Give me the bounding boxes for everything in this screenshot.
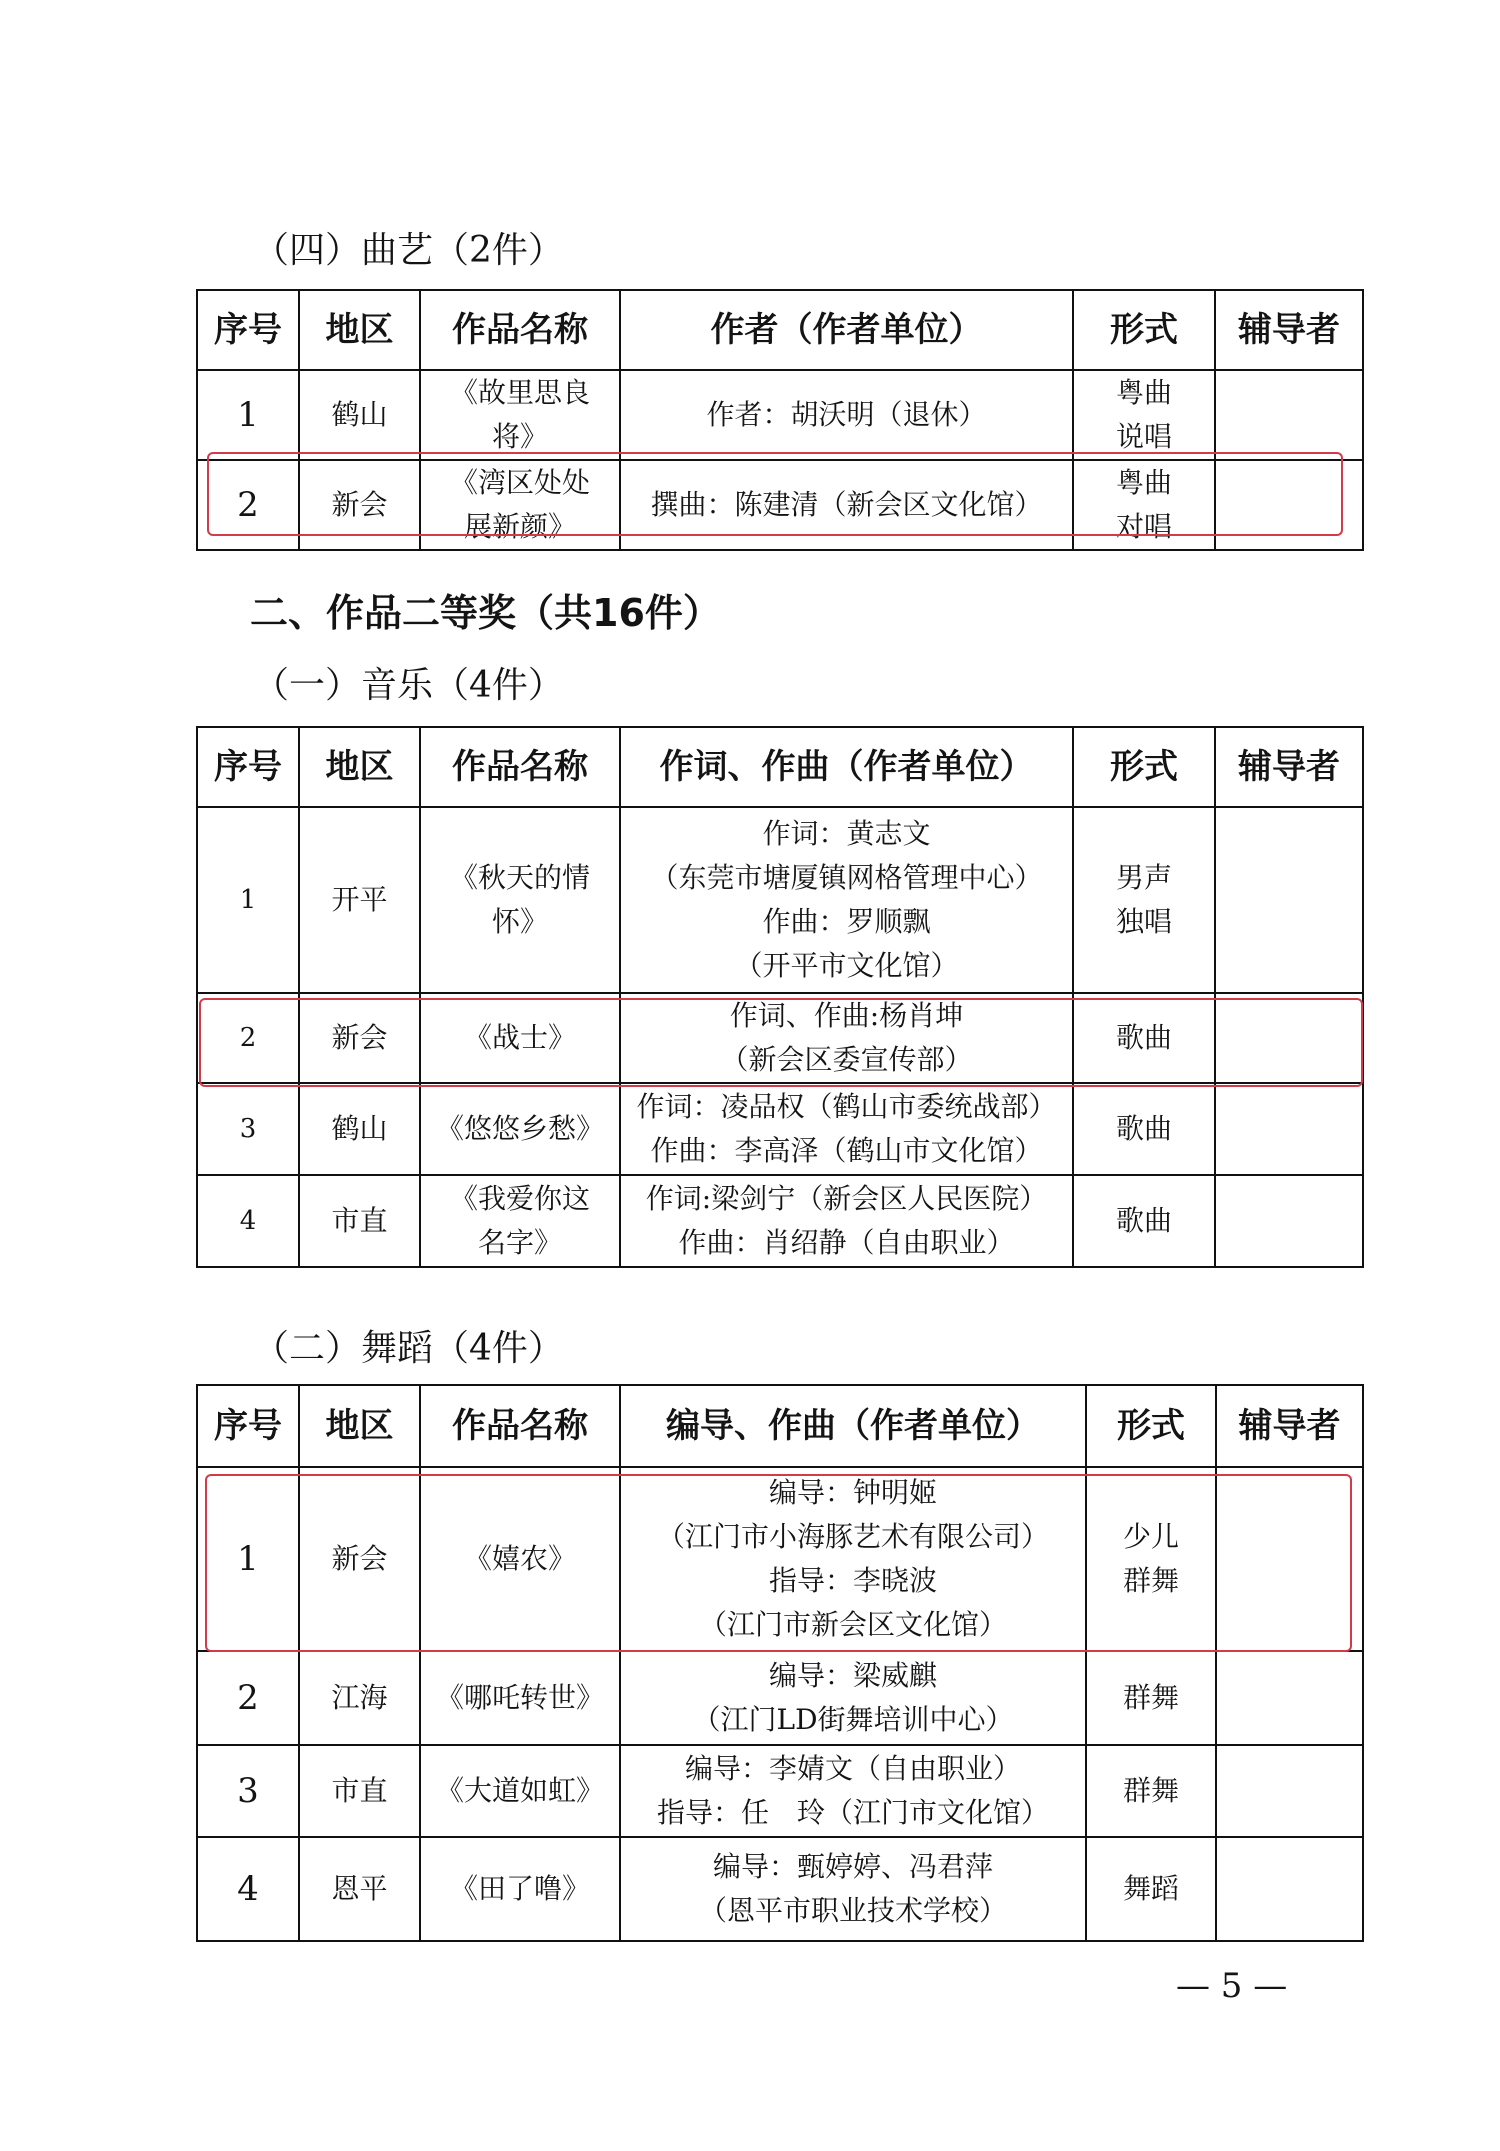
- header-region: 地区: [299, 290, 420, 370]
- author-line: 编导：钟明姬: [768, 1476, 937, 1509]
- header-form: 形式: [1073, 290, 1215, 370]
- cell-seq: 1: [197, 807, 299, 993]
- table-row: [197, 460, 1363, 550]
- cell-seq: 1: [197, 370, 299, 460]
- author-line: 作词、作曲:杨肖坤: [729, 999, 964, 1032]
- cell-form: [1073, 807, 1215, 993]
- cell-tutor: [1215, 1083, 1363, 1175]
- cell-tutor: [1216, 1745, 1363, 1837]
- header-work-name: 作品名称: [420, 290, 620, 370]
- work-name-line: 《田了噜》: [449, 1872, 590, 1905]
- work-name-line: 《湾区处处: [449, 466, 590, 499]
- work-name-line: 《哪吒转世》: [435, 1681, 604, 1714]
- work-name-line: 展新颜》: [463, 510, 576, 543]
- author-line: （江门市小海豚艺术有限公司）: [656, 1520, 1049, 1553]
- cell-form: [1086, 1651, 1216, 1745]
- header-seq: 序号: [197, 290, 299, 370]
- work-name-line: 《故里思良: [449, 376, 590, 409]
- cell-form: [1073, 460, 1215, 550]
- cell-work-name: [420, 370, 620, 460]
- cell-seq: 3: [197, 1083, 299, 1175]
- cell-author: [620, 460, 1073, 550]
- author-line: 编导：甄婷婷、冯君萍: [712, 1850, 993, 1883]
- cell-author: [620, 1837, 1086, 1941]
- cell-tutor: [1215, 993, 1363, 1083]
- work-name-line: 《秋天的情: [449, 861, 590, 894]
- form-line: 歌曲: [1115, 1204, 1172, 1237]
- cell-work-name: [420, 807, 620, 993]
- cell-form: [1073, 1175, 1215, 1267]
- author-line: 作词：凌品权（鹤山市委统战部）: [636, 1090, 1057, 1123]
- work-name-line: 《我爱你这: [449, 1182, 590, 1215]
- work-name-line: 《战士》: [463, 1021, 576, 1054]
- page-number: — 5 —: [1176, 1966, 1288, 2006]
- cell-tutor: [1215, 1175, 1363, 1267]
- author-line: （江门市新会区文化馆）: [698, 1608, 1007, 1641]
- cell-work-name: [420, 1651, 620, 1745]
- cell-work-name: [420, 1745, 620, 1837]
- author-line: 作词：黄志文: [762, 817, 931, 850]
- header-author: 作者（作者单位）: [620, 290, 1073, 370]
- author-line: 作者：胡沃明（退休）: [706, 398, 987, 431]
- author-line: 指导：任 玲（江门市文化馆）: [656, 1796, 1049, 1829]
- form-line: 群舞: [1122, 1564, 1179, 1597]
- cell-work-name: [420, 460, 620, 550]
- author-line: 作曲：肖绍静（自由职业）: [678, 1226, 1015, 1259]
- form-line: 歌曲: [1115, 1021, 1172, 1054]
- cell-region: 鹤山: [299, 370, 420, 460]
- cell-form: [1073, 370, 1215, 460]
- table-row: [197, 1745, 1363, 1837]
- table-row: [197, 1467, 1363, 1651]
- award-title: 二、作品二等奖（共16件）: [250, 591, 721, 635]
- form-line: 粤曲: [1115, 376, 1172, 409]
- table-row: [197, 1651, 1363, 1745]
- cell-author: [620, 1175, 1073, 1267]
- author-line: 作词:梁剑宁（新会区人民医院）: [645, 1182, 1048, 1215]
- cell-tutor: [1215, 370, 1363, 460]
- header-author: 作词、作曲（作者单位）: [620, 727, 1073, 807]
- work-name-line: 名字》: [477, 1226, 562, 1259]
- header-region: 地区: [299, 1385, 420, 1467]
- table-row: [197, 993, 1363, 1083]
- cell-author: [620, 1083, 1073, 1175]
- section-title-music: （一）音乐（4件）: [253, 665, 564, 706]
- cell-form: [1086, 1837, 1216, 1941]
- work-name-line: 《悠悠乡愁》: [435, 1112, 604, 1145]
- cell-seq: 1: [197, 1467, 299, 1651]
- form-line: 独唱: [1115, 905, 1172, 938]
- header-work-name: 作品名称: [420, 727, 620, 807]
- header-work-name: 作品名称: [420, 1385, 620, 1467]
- cell-seq: 2: [197, 1651, 299, 1745]
- header-region: 地区: [299, 727, 420, 807]
- form-line: 群舞: [1122, 1681, 1179, 1714]
- cell-region: 市直: [299, 1175, 420, 1267]
- author-line: 编导：李婧文（自由职业）: [684, 1752, 1021, 1785]
- cell-region: 江海: [299, 1651, 420, 1745]
- cell-author: [620, 1745, 1086, 1837]
- cell-work-name: [420, 1837, 620, 1941]
- cell-form: [1086, 1467, 1216, 1651]
- cell-tutor: [1215, 460, 1363, 550]
- cell-region: 开平: [299, 807, 420, 993]
- header-seq: 序号: [197, 727, 299, 807]
- table-row: [197, 370, 1363, 460]
- work-name-line: 《大道如虹》: [435, 1774, 604, 1807]
- cell-region: 恩平: [299, 1837, 420, 1941]
- header-tutor: 辅导者: [1216, 1385, 1363, 1467]
- header-form: 形式: [1073, 727, 1215, 807]
- cell-author: [620, 1651, 1086, 1745]
- cell-work-name: [420, 1083, 620, 1175]
- header-tutor: 辅导者: [1215, 290, 1363, 370]
- author-line: （开平市文化馆）: [734, 949, 959, 982]
- author-line: （恩平市职业技术学校）: [698, 1894, 1007, 1927]
- table-header-row: [197, 727, 1363, 807]
- cell-region: 新会: [299, 460, 420, 550]
- form-line: 粤曲: [1115, 466, 1172, 499]
- author-line: （新会区委宣传部）: [720, 1043, 973, 1076]
- cell-seq: 2: [197, 993, 299, 1083]
- cell-seq: 2: [197, 460, 299, 550]
- cell-form: [1086, 1745, 1216, 1837]
- table-header-row: [197, 290, 1363, 370]
- cell-seq: 4: [197, 1837, 299, 1941]
- table-quyi: [196, 289, 1364, 551]
- author-line: （东莞市塘厦镇网格管理中心）: [650, 861, 1043, 894]
- form-line: 说唱: [1115, 420, 1172, 453]
- author-line: 编导：梁威麒: [768, 1659, 937, 1692]
- cell-author: [620, 807, 1073, 993]
- header-seq: 序号: [197, 1385, 299, 1467]
- header-author: 编导、作曲（作者单位）: [620, 1385, 1086, 1467]
- form-line: 歌曲: [1115, 1112, 1172, 1145]
- cell-seq: 4: [197, 1175, 299, 1267]
- cell-tutor: [1216, 1651, 1363, 1745]
- cell-work-name: [420, 1175, 620, 1267]
- cell-region: 鹤山: [299, 1083, 420, 1175]
- work-name-line: 怀》: [491, 905, 548, 938]
- table-dance: [196, 1384, 1364, 1942]
- author-line: （江门LD街舞培训中心）: [692, 1703, 1014, 1736]
- cell-tutor: [1216, 1467, 1363, 1651]
- form-line: 男声: [1115, 861, 1172, 894]
- table-row: [197, 1175, 1363, 1267]
- form-line: 舞蹈: [1122, 1872, 1179, 1905]
- table-row: [197, 1837, 1363, 1941]
- cell-form: [1073, 993, 1215, 1083]
- author-line: 撰曲：陈建清（新会区文化馆）: [650, 488, 1043, 521]
- cell-work-name: [420, 1467, 620, 1651]
- cell-region: 市直: [299, 1745, 420, 1837]
- section-title-dance: （二）舞蹈（4件）: [253, 1328, 564, 1369]
- cell-author: [620, 1467, 1086, 1651]
- author-line: 指导：李晓波: [768, 1564, 937, 1597]
- header-tutor: 辅导者: [1215, 727, 1363, 807]
- form-line: 对唱: [1115, 510, 1172, 543]
- cell-seq: 3: [197, 1745, 299, 1837]
- table-music: [196, 726, 1364, 1268]
- form-line: 群舞: [1122, 1774, 1179, 1807]
- form-line: 少儿: [1122, 1520, 1179, 1553]
- table-header-row: [197, 1385, 1363, 1467]
- work-name-line: 将》: [491, 420, 548, 453]
- cell-region: 新会: [299, 993, 420, 1083]
- cell-region: 新会: [299, 1467, 420, 1651]
- header-form: 形式: [1086, 1385, 1216, 1467]
- cell-work-name: [420, 993, 620, 1083]
- cell-author: [620, 993, 1073, 1083]
- work-name-line: 《嬉农》: [463, 1542, 576, 1575]
- cell-tutor: [1216, 1837, 1363, 1941]
- section-title-quyi: （四）曲艺（2件）: [253, 230, 564, 271]
- cell-author: [620, 370, 1073, 460]
- table-row: [197, 1083, 1363, 1175]
- author-line: 作曲：罗顺飘: [762, 905, 931, 938]
- cell-form: [1073, 1083, 1215, 1175]
- author-line: 作曲：李高泽（鹤山市文化馆）: [650, 1134, 1043, 1167]
- cell-tutor: [1215, 807, 1363, 993]
- table-row: [197, 807, 1363, 993]
